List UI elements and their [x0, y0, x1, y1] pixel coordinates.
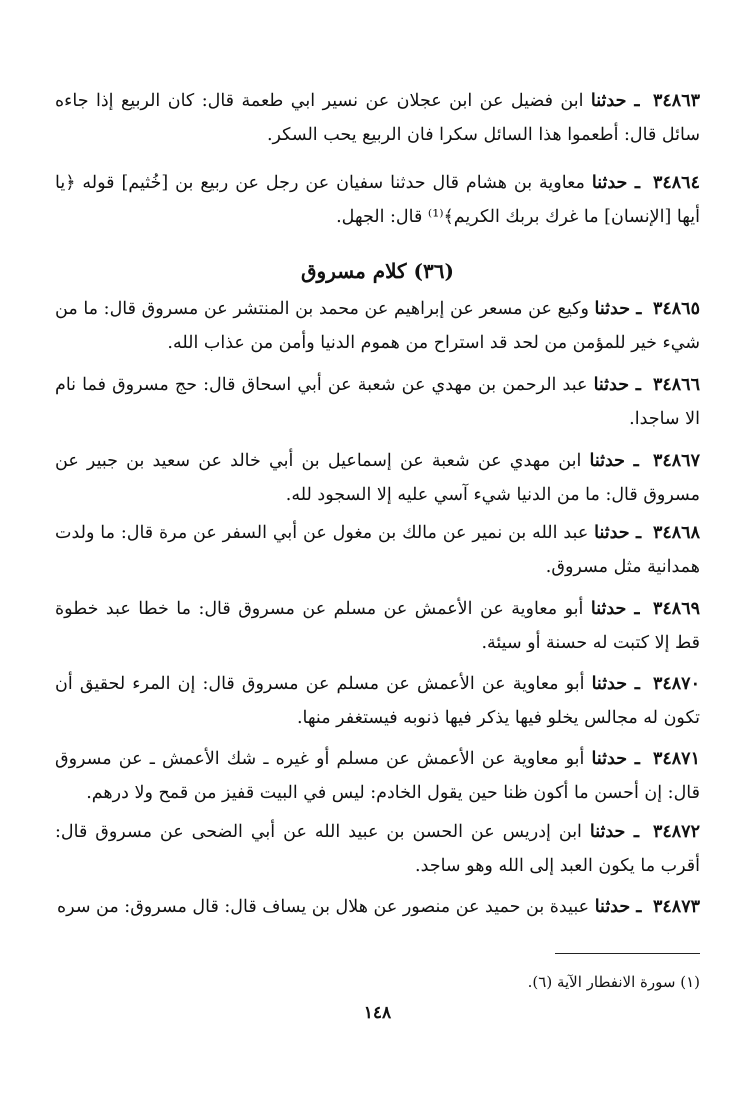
hadith-lead: ـ حدثنا: [589, 822, 639, 842]
hadith-number: ٣٤٨٧٣: [653, 897, 700, 917]
hadith-entry: [55, 890, 700, 924]
hadith-entry: [55, 84, 700, 152]
hadith-entry: [55, 742, 700, 810]
hadith-text: وكيع عن مسعر عن إبراهيم عن محمد بن المنتشر عن مسروق قال: ما من شيء خير للمؤمن من لحد قد استراح من هموم الدنيا وأمن من عذاب الله.: [55, 299, 700, 353]
hadith-number: ٣٤٨٦٦: [652, 375, 700, 395]
hadith-lead: ـ حدثنا: [589, 451, 639, 471]
page-number: ١٤٨: [363, 1003, 392, 1023]
hadith-entry: [55, 592, 700, 660]
hadith-entry: [55, 815, 700, 883]
hadith-text: أبو معاوية عن الأعمش عن مسلم عن مسروق قال: ما خطا عبد خطوة قط إلا كتبت له حسنة أو سيئة.: [55, 599, 700, 653]
hadith-number: ٣٤٨٦٥: [652, 299, 700, 319]
hadith-text: عبد الله بن نمير عن مالك بن مغول عن أبي السفر عن مرة قال: ما ولدت همدانية مثل مسروق.: [55, 523, 700, 577]
hadith-lead: ـ حدثنا: [594, 523, 642, 543]
hadith-lead: ـ حدثنا: [590, 599, 640, 619]
hadith-text: ابن إدريس عن الحسن بن عبيد الله عن أبي الضحى عن مسروق قال: أقرب ما يكون العبد إلى الله وهو ساجد.: [55, 822, 700, 876]
hadith-lead: ـ حدثنا: [594, 897, 642, 917]
hadith-entry: [55, 292, 700, 360]
hadith-entry: [55, 444, 700, 512]
hadith-text: ابن فضيل عن ابن عجلان عن نسير ابي طعمة قال: كان الربيع إذا جاءه سائل قال: أطعموا هذا السائل سكرا فان الربيع يحب السكر.: [55, 91, 700, 145]
hadith-lead: ـ حدثنا: [590, 91, 640, 111]
hadith-entry: [55, 667, 700, 735]
hadith-lead: ـ حدثنا: [591, 674, 640, 694]
hadith-lead: ـ حدثنا: [591, 173, 640, 193]
hadith-number: ٣٤٨٦٣: [653, 91, 700, 111]
hadith-text: عبيدة بن حميد عن منصور عن هلال بن يساف قال: قال مسروق: من سره: [57, 897, 590, 917]
hadith-text: عبد الرحمن بن مهدي عن شعبة عن أبي اسحاق قال: حج مسروق فما نام الا ساجدا.: [55, 375, 700, 429]
hadith-number: ٣٤٨٦٤: [652, 173, 700, 193]
hadith-lead: ـ حدثنا: [593, 375, 641, 395]
hadith-text: معاوية بن هشام قال حدثنا سفيان عن رجل عن ربيع بن [خُثيم] قوله ﴿يا أيها [الإنسان] ما غرك بربك الكريم﴾⁽¹⁾ قال: الجهل.: [55, 173, 700, 227]
hadith-text: أبو معاوية عن الأعمش عن مسلم أو غيره ـ شك الأعمش ـ عن مسروق قال: إن أحسن ما أكون ظنا حين يقول الخادم: ليس في البيت قفيز من قمح ولا درهم.: [55, 749, 700, 803]
footnote-divider: [555, 953, 700, 954]
hadith-lead: ـ حدثنا: [594, 299, 642, 319]
hadith-number: ٣٤٨٦٨: [652, 523, 700, 543]
hadith-lead: ـ حدثنا: [591, 749, 640, 769]
hadith-entry: [55, 516, 700, 584]
footnote: (١) سورة الانفطار الآية (٦).: [527, 973, 700, 991]
hadith-entry: [55, 368, 700, 436]
hadith-number: ٣٤٨٧١: [652, 749, 700, 769]
section-heading: (٣٦) كلام مسروق: [301, 259, 454, 283]
hadith-number: ٣٤٨٦٧: [652, 451, 700, 471]
hadith-text: أبو معاوية عن الأعمش عن مسلم عن مسروق قال: إن المرء لحقيق أن تكون له مجالس يخلو فيها يذكر فيها ذنوبه فيستغفر منها.: [55, 674, 700, 728]
hadith-number: ٣٤٨٦٩: [653, 599, 700, 619]
hadith-text: ابن مهدي عن شعبة عن إسماعيل بن أبي خالد عن سعيد بن جبير عن مسروق قال: ما من الدنيا شيء آسي عليه إلا السجود لله.: [55, 451, 700, 505]
hadith-number: ٣٤٨٧٢: [652, 822, 700, 842]
hadith-entry: [55, 166, 700, 234]
hadith-number: ٣٤٨٧٠: [652, 674, 700, 694]
